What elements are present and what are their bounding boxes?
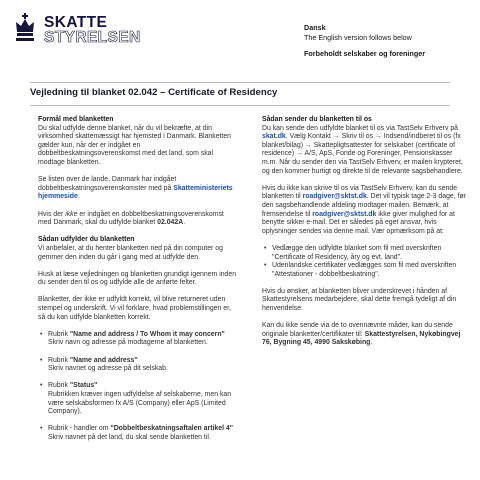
item-desc: Skriv navnet og adresse på dit selskab.: [48, 365, 168, 373]
see-list-text: Se listen over de lande, Danmark har indgået dobbeltbeskatningsoverenskomster med på: [38, 176, 177, 192]
email-text: ikke giver mulighed for at benytte sikker e-mail. Det er således på eget ansvar, hvis oplysninger sendes via denne mail. Vær opmærksom på at:: [262, 210, 455, 235]
purpose-heading: Formål med blanketten: [38, 116, 114, 123]
period: .: [183, 219, 186, 227]
postal-address: Skattestyrelsen, Nykøbingvej 76, Bygning 45, 4990 Sakskøbing: [262, 330, 461, 347]
crown-icon: [14, 13, 36, 43]
divider: [30, 82, 450, 83]
item-desc: Skriv navnet på det land, du skal sende blanketten til.: [48, 433, 211, 441]
purpose-text: Du skal udfylde denne blanket, når du vil bekræfte, at din virksomhed skattemæssigt har hjemsted i Danmark. Blanketten gælder kun, når der er indgået en dobbeltbeskatningsoverenskomst med det land, som skal modtage blanketten.: [38, 124, 232, 166]
language-box: [304, 23, 425, 59]
no-treaty-paragraph: [38, 211, 238, 228]
email-text: . Det vil typisk tage 2-3 dage, før den sagsbehandlende afdeling modtager mailen. Bemærk, at fremsendelse til: [262, 193, 466, 218]
item-prefix: Rubrik: [48, 382, 70, 390]
list-item: [48, 357, 238, 374]
see-list-paragraph: [38, 176, 238, 202]
item-prefix: Rubrik: [48, 356, 70, 364]
email-paragraph: [262, 185, 466, 237]
period: .: [77, 193, 80, 201]
no-treaty-text: er indgået en dobbeltbeskatningsoverenskomst med Danmark, skal du udfylde blanket: [38, 210, 224, 227]
item-label: "Name and address / To Whom it may concern": [69, 330, 225, 338]
item-label: "Name and address": [69, 356, 138, 364]
page-title: Vejledning til blanket 02.042 – Certificate of Residency: [30, 87, 278, 98]
left-column: [38, 116, 238, 451]
invalid-text: Blanketter, der ikke er udfyldt korrekt, vil blive returneret uden stempel og underskrift. Vi vil forklare, hvad problemstillingen er, så du kan udfylde blanketten korrekt.: [38, 296, 231, 321]
item-desc: Rubrikken kræver ingen udfyldelse af selskaberne, men kan være selskabsformen fx A/S (Company) eller ApS (Limited Company).: [48, 391, 232, 416]
read-text: Husk at læse vejledningen og blanketten grundigt igennem inden du sender den til os og udfylde alle de anførte felter.: [38, 270, 237, 287]
email-link[interactable]: roadgiver@sktst.dk: [312, 210, 377, 218]
skattestyrelsen-logo: [14, 13, 164, 47]
send-paragraph: [262, 125, 466, 177]
email-link[interactable]: roadgiver@sktst.dk: [302, 193, 367, 201]
list-item: [48, 425, 238, 442]
skatteministeriet-link[interactable]: Skatteministeriets hjemmeside: [38, 184, 233, 201]
sign-text: Hvis du ønsker, at blanketten bliver underskrevet i hånden af Skattestyrelsens medarbejdere, skal dette fremgå tydeligt af din henvendelse.: [262, 287, 457, 313]
fill-text: Vi anbefaler, at du henter blanketten ned på din computer og gemmer den inden du går i gang med at udfylde den.: [38, 244, 223, 261]
field-list: [38, 331, 238, 443]
emphasis-ikke: ikke: [65, 210, 78, 218]
item-label: "Status": [69, 382, 98, 390]
send-heading: Sådan sender du blanketten til os: [262, 116, 372, 123]
list-item: • Vedlægge den udfyldte blanket som fil med overskriften "Certificate of Residency, åry og evt. land".: [272, 245, 466, 262]
email-text: Hvis du ikke kan skrive til os via TastSelv Erhverv, kan du sende blanketten til: [262, 184, 458, 201]
send-text: . Vælg Kontakt → Skriv til os → Indsend/indberet til os (fx blanket/bilag) → Skattepligtsattester for selskaber (certificate of residence) → A/S, ApS, Fonde og Foreninger, Pensionskasser m.m. Når du sender den via TastSelv Erhverv, er mailen krypteret, og den kommer hurtigt og direkte til de relevante sagsbehandlere.: [262, 133, 463, 175]
no-treaty-text: Hvis der: [38, 210, 64, 218]
right-column: [262, 116, 466, 357]
item-prefix: Rubrik - handler om: [48, 425, 111, 433]
english-note: The English version follows below: [304, 33, 412, 42]
attachment-list: [262, 245, 466, 279]
language-label: Dansk: [304, 23, 326, 32]
post-text: Kan du ikke sende via de to ovennævnte måder, kan du sende originale blanketter/certifikater til:: [262, 322, 453, 338]
send-text: Du kan sende den udfyldte blanket til os via TastSelv Erhverv på: [262, 124, 458, 132]
form-number: 02.042A: [157, 219, 184, 227]
item-desc: Skriv navn og adresse på modtagerne af blanketten.: [48, 339, 208, 347]
list-item: • Udenlandske certifikater vedlægges som fil med overskriften "Attestationer - dobbeltbeskatning".: [272, 262, 466, 279]
fill-heading: Sådan udfylder du blanketten: [38, 236, 135, 244]
item-prefix: Rubrik: [48, 330, 70, 338]
reserved-label: Forbeholdt selskaber og foreninger: [304, 49, 426, 58]
divider: [30, 105, 450, 106]
logo-line-2: STYRELSEN: [44, 29, 141, 46]
period: .: [370, 339, 373, 347]
list-item: [48, 331, 238, 348]
post-paragraph: [262, 322, 466, 348]
logo-line-1: SKATTE: [44, 14, 108, 31]
skat-dk-link[interactable]: skat.dk: [262, 133, 286, 141]
list-item: [48, 382, 238, 416]
item-label: "Dobbeltbeskatningsaftalen artikel 4": [110, 425, 233, 433]
